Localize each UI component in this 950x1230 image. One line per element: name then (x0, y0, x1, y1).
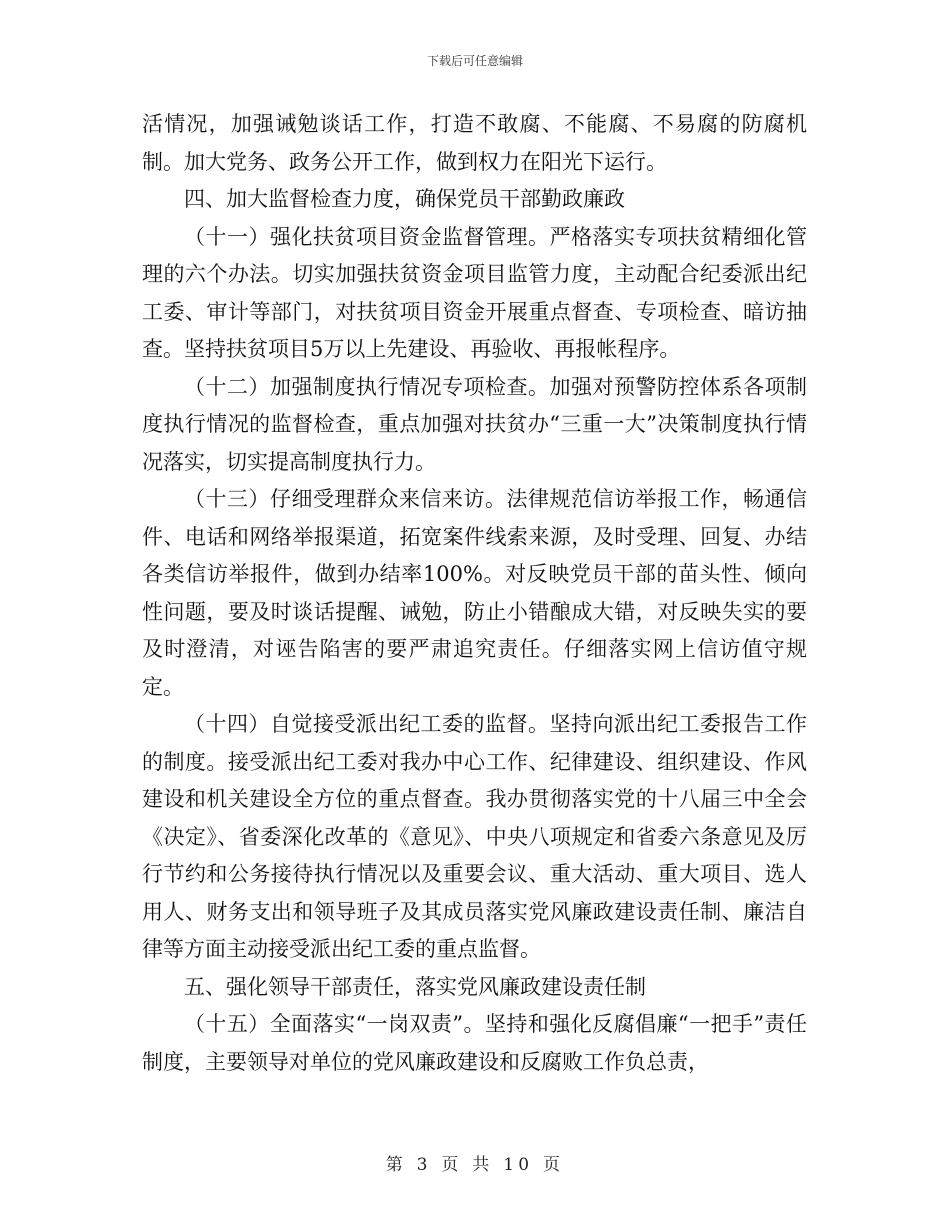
document-body (142, 106, 807, 1081)
section-heading-5: 五、强化领导干部责任，落实党风廉政建设责任制 (184, 974, 646, 999)
paragraph-item-11: （十一）强化扶贫项目资金监督管理。严格落实专项扶贫精细化管理的六个办法。切实加强扶贫资金项目监管力度，主动配合纪委派出纪工委、审计等部门，对扶贫项目资金开展重点督查、专项检查、暗访抽查。坚持扶贫项目5万以上先建设、再验收、再报帐程序。 (142, 224, 807, 361)
page-number: 第 3 页 共 10 页 (385, 1155, 565, 1175)
paragraph-item-14: （十四）自觉接受派出纪工委的监督。坚持向派出纪工委报告工作的制度。接受派出纪工委对我办中心工作、纪律建设、组织建设、作风建设和机关建设全方位的重点督查。我办贯彻落实党的十八届三中全会《决定》、省委深化改革的《意见》、中央八项规定和省委六条意见及厉行节约和公务接待执行情况以及重要会议、重大活动、重大项目、选人用人、财务支出和领导班子及其成员落实党风廉政建设责任制、廉洁自律等方面主动接受派出纪工委的重点监督。 (142, 712, 807, 961)
paragraph-item-13: （十三）仔细受理群众来信来访。法律规范信访举报工作，畅通信件、电话和网络举报渠道，拓宽案件线索来源，及时受理、回复、办结各类信访举报件，做到办结率100%。对反映党员干部的苗头性、倾向性问题，要及时谈话提醒、诫勉，防止小错酿成大错，对反映失实的要及时澄清，对诬告陷害的要严肃追究责任。仔细落实网上信访值守规定。 (142, 487, 807, 699)
paragraph-item-12: （十二）加强制度执行情况专项检查。加强对预警防控体系各项制度执行情况的监督检查，重点加强对扶贫办“三重一大”决策制度执行情况落实，切实提高制度执行力。 (142, 374, 807, 474)
section-heading-4: 四、加大监督检查力度，确保党员干部勤政廉政 (184, 187, 625, 211)
paragraph-continuation: 活情况，加强诫勉谈话工作，打造不敢腐、不能腐、不易腐的防腐机制。加大党务、政务公开工作，做到权力在阳光下运行。 (142, 112, 807, 174)
page-header: 下载后可任意编辑 (426, 54, 523, 68)
paragraph-item-15: （十五）全面落实“一岗双责”。坚持和强化反腐倡廉“一把手”责任制度，主要领导对单位的党风廉政建设和反腐败工作负总责， (142, 1012, 807, 1074)
